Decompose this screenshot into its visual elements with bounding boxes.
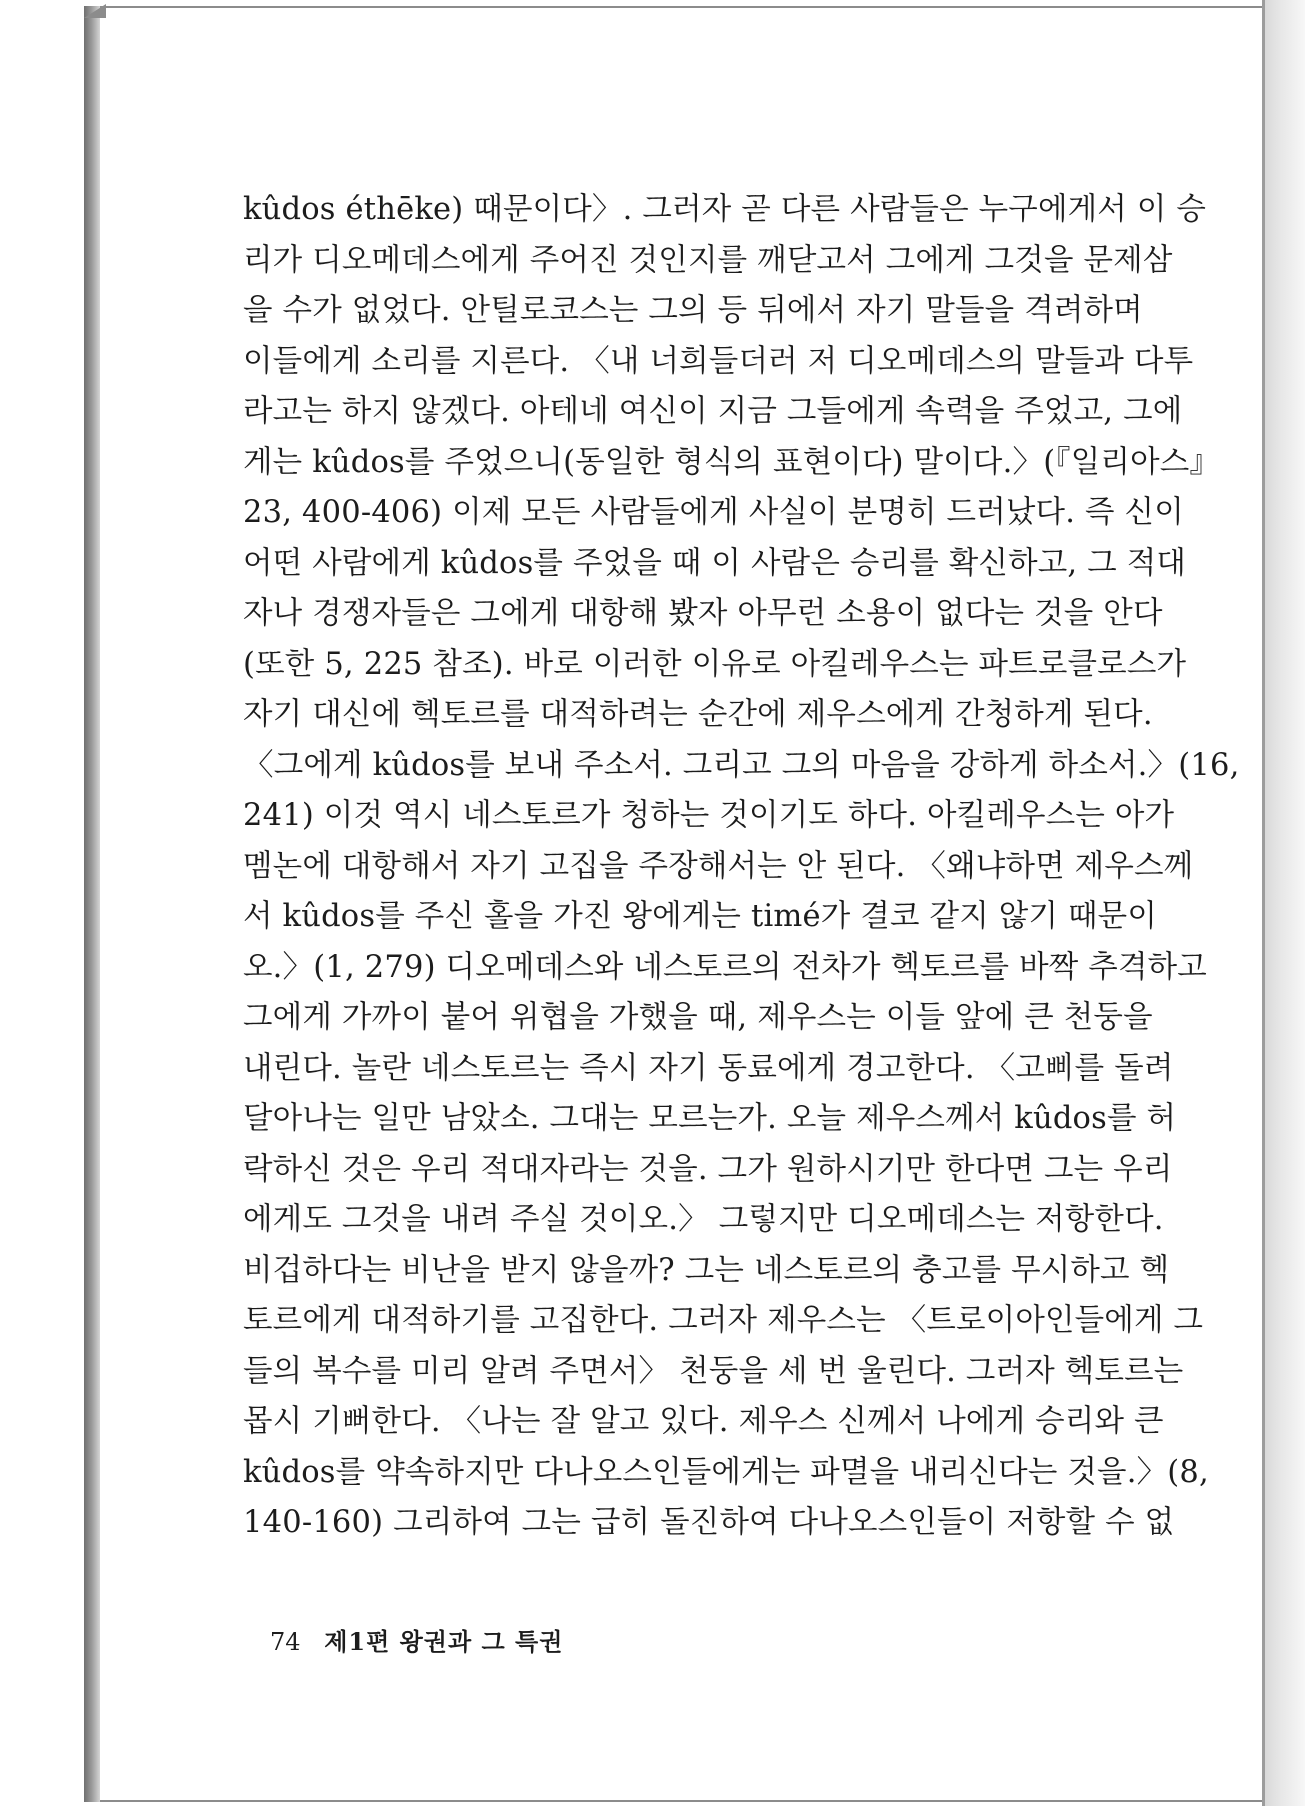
text-line: kûdos를 약속하지만 다나오스인들에게는 파멸을 내리신다는 것을.〉(8, <box>243 1454 1209 1490</box>
text-line: 자기 대신에 헥토르를 대적하려는 순간에 제우스에게 간청하게 된다. <box>243 697 1153 732</box>
text-line: 어떤 사람에게 kûdos를 주었을 때 이 사람은 승리를 확신하고, 그 적대 <box>243 545 1187 581</box>
text-line: 자나 경쟁자들은 그에게 대항해 봤자 아무런 소용이 없다는 것을 안다 <box>243 596 1163 631</box>
text-line: 241) 이것 역시 네스토르가 청하는 것이기도 하다. 아킬레우스는 아가 <box>243 798 1175 833</box>
page-footer <box>270 1622 563 1662</box>
text-line: 이들에게 소리를 지른다. 〈내 너희들더러 저 디오메데스의 말들과 다투 <box>243 343 1194 379</box>
text-line: 23, 400-406) 이제 모든 사람들에게 사실이 분명히 드러났다. 즉 신이 <box>243 495 1184 530</box>
text-line: 게는 kûdos를 주었으니(동일한 형식의 표현이다) 말이다.〉(『일리아스』 <box>243 444 1221 480</box>
next-page-edge <box>1262 0 1305 1806</box>
text-line: 오.〉(1, 279) 디오메데스와 네스토르의 전차가 헥토르를 바짝 추격하고 <box>243 949 1207 985</box>
body-text <box>243 185 1240 1549</box>
text-line: kûdos éthēke) 때문이다〉. 그러자 곧 다른 사람들은 누구에게서 이 승 <box>243 192 1207 227</box>
text-line: 토르에게 대적하기를 고집한다. 그러자 제우스는 〈트로이아인들에게 그 <box>243 1303 1204 1338</box>
page-corner-fold <box>84 4 106 18</box>
page-edge-line <box>1262 0 1265 1806</box>
text-line: (또한 5, 225 참조). 바로 이러한 이유로 아킬레우스는 파트로클로스가 <box>243 646 1187 682</box>
text-line: 내린다. 놀란 네스토르는 즉시 자기 동료에게 경고한다. 〈고삐를 돌려 <box>243 1050 1174 1086</box>
text-line: 비겁하다는 비난을 받지 않을까? 그는 네스토르의 충고를 무시하고 헥 <box>243 1252 1170 1288</box>
text-line: 락하신 것은 우리 적대자라는 것을. 그가 원하시기만 한다면 그는 우리 <box>243 1151 1173 1187</box>
text-line: 에게도 그것을 내려 주실 것이오.〉 그렇지만 디오메데스는 저항한다. <box>243 1202 1164 1237</box>
running-head: 제1편 왕권과 그 특권 <box>324 1627 564 1656</box>
text-line: 을 수가 없었다. 안틸로코스는 그의 등 뒤에서 자기 말들을 격려하며 <box>243 293 1143 328</box>
text-line: 그에게 가까이 붙어 위협을 가했을 때, 제우스는 이들 앞에 큰 천둥을 <box>243 1000 1153 1035</box>
text-line: 리가 디오메데스에게 주어진 것인지를 깨닫고서 그에게 그것을 문제삼 <box>243 242 1173 278</box>
text-line: 라고는 하지 않겠다. 아테네 여신이 지금 그들에게 속력을 주었고, 그에 <box>243 394 1183 429</box>
text-line: 몹시 기뻐한다. 〈나는 잘 알고 있다. 제우스 신께서 나에게 승리와 큰 <box>243 1404 1164 1439</box>
page-number: 74 <box>270 1628 301 1656</box>
text-line: 멤논에 대항해서 자기 고집을 주장해서는 안 된다. 〈왜냐하면 제우스께 <box>243 848 1194 884</box>
text-line: 달아나는 일만 남았소. 그대는 모르는가. 오늘 제우스께서 kûdos를 허 <box>243 1101 1177 1136</box>
text-line: 〈그에게 kûdos를 보내 주소서. 그리고 그의 마음을 강하게 하소서.〉(16, <box>243 747 1240 783</box>
text-line: 들의 복수를 미리 알려 주면서〉 천둥을 세 번 울린다. 그러자 헥토르는 <box>243 1353 1184 1389</box>
text-line: 서 kûdos를 주신 홀을 가진 왕에게는 timé가 결코 같지 않기 때문이 <box>243 899 1157 934</box>
text-line: 140-160) 그리하여 그는 급히 돌진하여 다나오스인들이 저항할 수 없 <box>243 1505 1175 1540</box>
